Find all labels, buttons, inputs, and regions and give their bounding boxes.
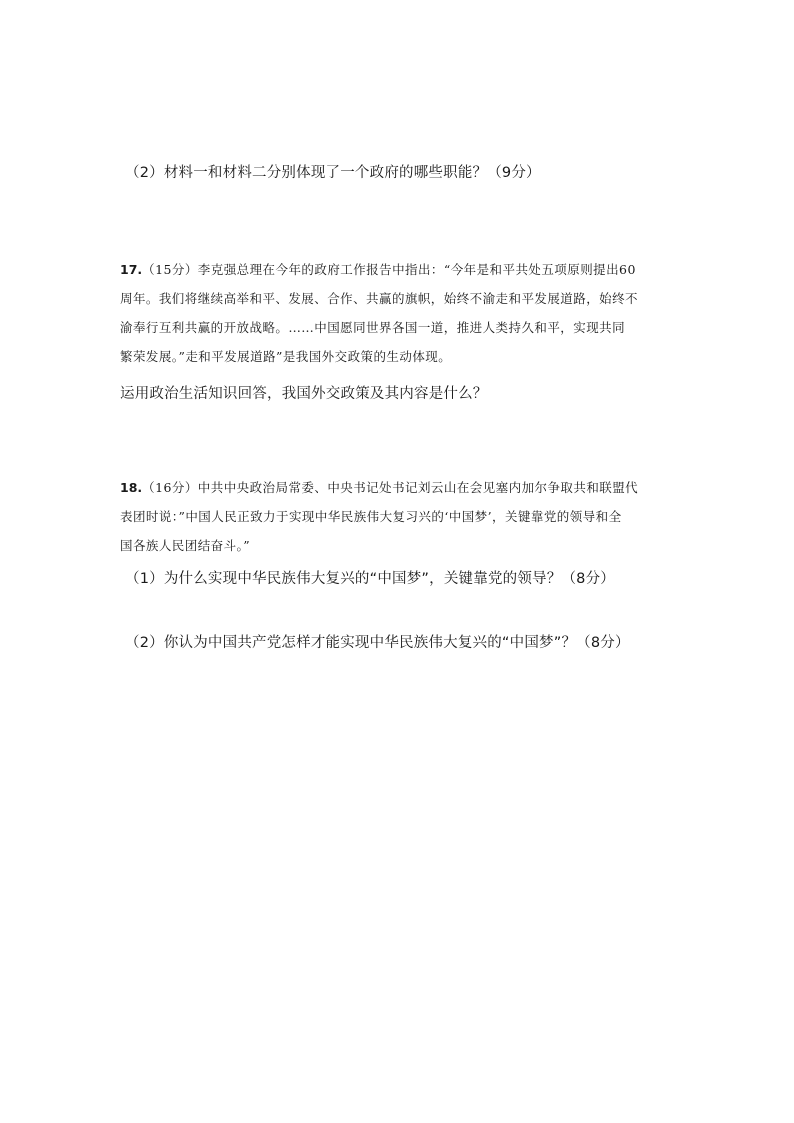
q17-material-line-2: 周年。我们将继续高举和平、发展、合作、共赢的旗帜，始终不渝走和平发展道路，始终不 <box>120 291 639 306</box>
q17-material-line-1 <box>120 260 636 280</box>
q16-part2-question: （2）材料一和材料二分别体现了一个政府的哪些职能？（9分） <box>125 165 541 181</box>
q18-part1-question: （1）为什么实现中华民族伟大复兴的“中国梦”，关键靠党的领导？（8分） <box>125 571 615 587</box>
q18-part2-question: （2）你认为中国共产党怎样才能实现中华民族伟大复兴的“中国梦”？（8分） <box>125 635 630 651</box>
q18-number: 18. <box>120 480 143 495</box>
q18-material-line-3: 国各族人民团结奋斗。” <box>120 538 251 553</box>
q18-material-text-1: （16分）中共中央政治局常委、中央书记处书记刘云山在会见塞内加尔争取共和联盟代 <box>142 480 639 495</box>
q17-material-line-3: 渝奉行互利共赢的开放战略。……中国愿同世界各国一道，推进人类持久和平，实现共同 <box>120 320 626 335</box>
q17-question: 运用政治生活知识回答，我国外交政策及其内容是什么？ <box>120 386 488 402</box>
q17-material-text-1: （15分）李克强总理在今年的政府工作报告中指出：“今年是和平共处五项原则提出60 <box>142 262 636 277</box>
q17-number: 17. <box>120 262 143 277</box>
q18-material-line-1 <box>120 478 638 498</box>
q17-material-line-4: 繁荣发展。”走和平发展道路”是我国外交政策的生动体现。 <box>120 349 452 364</box>
q18-material-line-2: 表团时说：”中国人民正致力于实现中华民族伟大复习兴的‘中国梦’，关键靠党的领导和全 <box>120 509 622 524</box>
